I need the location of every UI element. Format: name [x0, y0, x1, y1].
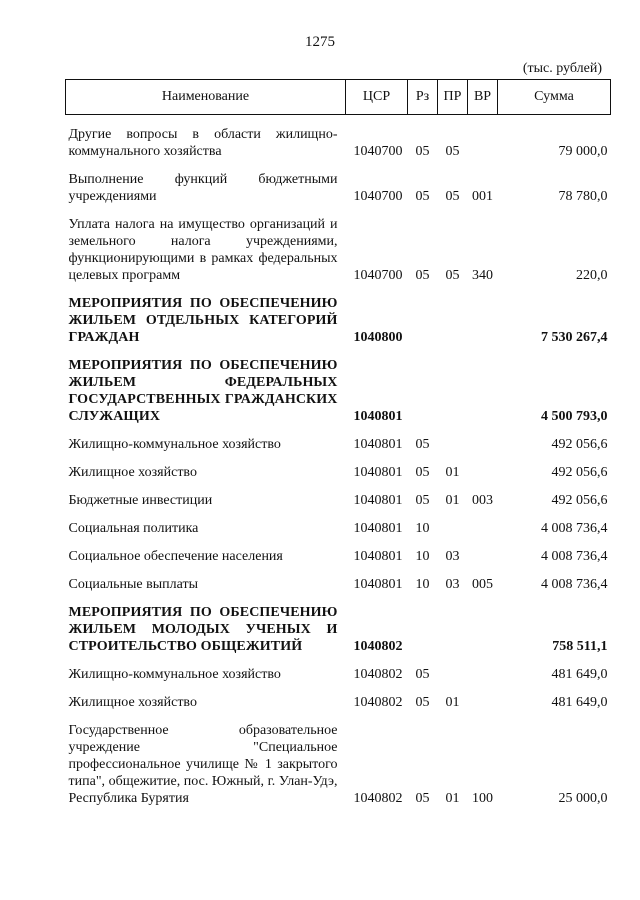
row-sum: 481 649,0	[551, 667, 608, 682]
row-sum: 79 000,0	[558, 144, 608, 159]
row-csr: 1040801	[353, 409, 403, 424]
row-rz: 05	[415, 437, 430, 452]
row-rz	[408, 284, 438, 346]
row-pr	[438, 593, 468, 655]
row-sum: 492 056,6	[551, 437, 608, 452]
row-pr: 05	[445, 268, 460, 283]
row-name: Социальные выплаты	[68, 577, 199, 592]
row-csr: 1040802	[353, 639, 403, 654]
row-vr	[468, 509, 498, 537]
row-csr: 1040801	[353, 521, 403, 536]
row-rz: 05	[415, 465, 430, 480]
table-row	[66, 509, 611, 537]
table-row	[66, 284, 611, 346]
row-rz: 10	[415, 577, 430, 592]
row-csr: 1040800	[353, 330, 403, 345]
row-sum: 758 511,1	[552, 639, 608, 654]
row-rz: 05	[415, 791, 430, 806]
row-name: Жилищно-коммунальное хозяйство	[68, 667, 281, 682]
header-rz: Рз	[408, 80, 438, 115]
row-pr: 05	[445, 144, 460, 159]
row-rz: 05	[415, 493, 430, 508]
table-row	[66, 115, 611, 161]
row-csr: 1040801	[353, 549, 403, 564]
header-pr: ПР	[438, 80, 468, 115]
row-pr	[438, 346, 468, 425]
row-sum: 25 000,0	[558, 791, 608, 806]
row-vr: 100	[472, 791, 493, 806]
row-pr	[438, 655, 468, 683]
row-pr	[438, 509, 468, 537]
row-sum: 78 780,0	[558, 189, 608, 204]
row-pr: 05	[445, 189, 460, 204]
table-row	[66, 711, 611, 807]
header-csr: ЦСР	[346, 80, 408, 115]
row-rz	[408, 593, 438, 655]
row-name: МЕРОПРИЯТИЯ ПО ОБЕСПЕЧЕНИЮ ЖИЛЬЕМ ОТДЕЛЬНЫХ КАТЕГОРИЙ ГРАЖДАН	[68, 296, 338, 345]
row-name: Социальная политика	[68, 521, 199, 536]
row-name: МЕРОПРИЯТИЯ ПО ОБЕСПЕЧЕНИЮ ЖИЛЬЕМ ФЕДЕРАЛЬНЫХ ГОСУДАРСТВЕННЫХ ГРАЖДАНСКИХ СЛУЖАЩИХ	[68, 358, 338, 424]
page-number: 1275	[305, 34, 335, 50]
row-vr: 005	[472, 577, 493, 592]
row-sum: 492 056,6	[551, 465, 608, 480]
row-vr	[468, 425, 498, 453]
row-pr: 01	[445, 493, 460, 508]
row-csr: 1040700	[353, 268, 403, 283]
row-pr	[438, 425, 468, 453]
row-sum: 4 008 736,4	[541, 577, 608, 592]
table-row	[66, 453, 611, 481]
row-name: Бюджетные инвестиции	[68, 493, 213, 508]
row-rz: 05	[415, 189, 430, 204]
row-vr	[468, 346, 498, 425]
row-rz: 10	[415, 521, 430, 536]
row-csr: 1040801	[353, 465, 403, 480]
row-name: Государственное образовательное учреждение "Специальное профессиональное училище № 1 закрытого типа", общежитие, пос. Южный, г. Улан-Удэ, Республика Бурятия	[68, 723, 338, 806]
row-sum: 4 008 736,4	[541, 549, 608, 564]
row-csr: 1040801	[353, 437, 403, 452]
row-vr: 001	[472, 189, 493, 204]
row-sum: 4 500 793,0	[541, 409, 608, 424]
row-vr	[468, 655, 498, 683]
row-pr: 03	[445, 549, 460, 564]
row-vr	[468, 683, 498, 711]
row-csr: 1040801	[353, 493, 403, 508]
header-sum: Сумма	[498, 80, 611, 115]
row-sum: 220,0	[576, 268, 608, 283]
table-body	[66, 115, 611, 808]
table-row	[66, 160, 611, 205]
row-csr: 1040802	[353, 791, 403, 806]
table-row	[66, 537, 611, 565]
row-vr	[468, 537, 498, 565]
row-rz	[408, 346, 438, 425]
row-pr	[438, 284, 468, 346]
row-pr: 03	[445, 577, 460, 592]
row-rz: 05	[415, 667, 430, 682]
row-vr	[468, 115, 498, 161]
row-pr: 01	[445, 465, 460, 480]
budget-table	[65, 79, 611, 807]
row-csr: 1040801	[353, 577, 403, 592]
units-label: (тыс. рублей)	[522, 61, 602, 76]
table-row	[66, 593, 611, 655]
row-vr	[468, 593, 498, 655]
table-row	[66, 425, 611, 453]
row-name: Жилищное хозяйство	[68, 695, 197, 710]
table-row	[66, 683, 611, 711]
row-vr	[468, 453, 498, 481]
row-pr: 01	[445, 695, 460, 710]
row-sum: 492 056,6	[551, 493, 608, 508]
row-vr: 340	[472, 268, 493, 283]
row-name: МЕРОПРИЯТИЯ ПО ОБЕСПЕЧЕНИЮ ЖИЛЬЕМ МОЛОДЫХ УЧЕНЫХ И СТРОИТЕЛЬСТВО ОБЩЕЖИТИЙ	[68, 605, 338, 654]
row-csr: 1040802	[353, 695, 403, 710]
row-rz: 05	[415, 268, 430, 283]
row-name: Уплата налога на имущество организаций и земельного налога учреждениями, функционирующими в рамках федеральных целевых программ	[68, 217, 338, 283]
row-vr: 003	[472, 493, 493, 508]
table-row	[66, 346, 611, 425]
row-vr	[468, 284, 498, 346]
table-row	[66, 655, 611, 683]
row-csr: 1040700	[353, 144, 403, 159]
row-csr: 1040700	[353, 189, 403, 204]
row-name: Выполнение функций бюджетными учреждениями	[68, 172, 338, 204]
row-pr: 01	[445, 791, 460, 806]
row-sum: 481 649,0	[551, 695, 608, 710]
row-name: Другие вопросы в области жилищно-коммунального хозяйства	[68, 127, 338, 159]
row-sum: 7 530 267,4	[541, 330, 608, 345]
row-csr: 1040802	[353, 667, 403, 682]
table-row	[66, 565, 611, 593]
table-row	[66, 481, 611, 509]
table-header	[66, 80, 611, 115]
header-vr: ВР	[468, 80, 498, 115]
row-rz: 05	[415, 695, 430, 710]
row-name: Жилищно-коммунальное хозяйство	[68, 437, 281, 452]
row-rz: 10	[415, 549, 430, 564]
row-sum: 4 008 736,4	[541, 521, 608, 536]
table-row	[66, 205, 611, 284]
row-rz: 05	[415, 144, 430, 159]
header-name: Наименование	[66, 80, 346, 115]
row-name: Жилищное хозяйство	[68, 465, 197, 480]
row-name: Социальное обеспечение населения	[68, 549, 283, 564]
